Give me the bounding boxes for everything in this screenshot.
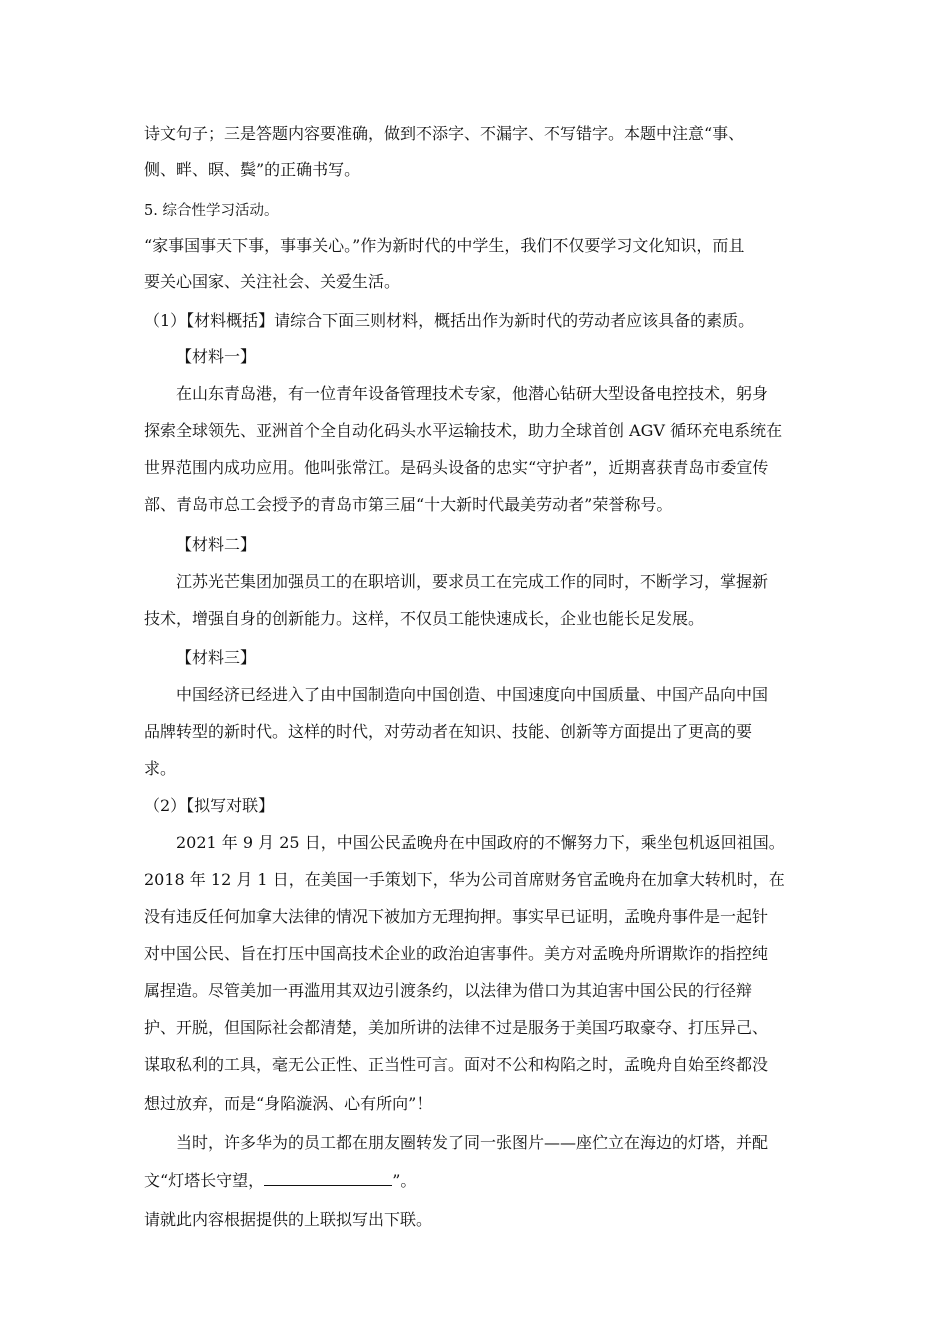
task-line: 请就此内容根据提供的上联拟写出下联。 <box>144 1210 433 1229</box>
text-after-blank: ”。 <box>392 1171 417 1190</box>
text-line: 世界范围内成功应用。他叫张常江。是码头设备的忠实“守护者”，近期喜获青岛市委宣传 <box>144 458 769 477</box>
text-line: 求。 <box>144 759 177 778</box>
text-line: 江苏光芒集团加强员工的在职培训，要求员工在完成工作的同时，不断学习，掌握新 <box>176 572 769 591</box>
part-title: （1）【材料概括】请综合下面三则材料，概括出作为新时代的劳动者应该具备的素质。 <box>144 311 755 330</box>
text-line: “家事国事天下事，事事关心。”作为新时代的中学生，我们不仅要学习文化知识，而且 <box>144 236 745 255</box>
text-line: 部、青岛市总工会授予的青岛市第三届“十大新时代最美劳动者”荣誉称号。 <box>144 495 673 514</box>
text-line: 在山东青岛港，有一位青年设备管理技术专家，他潜心钻研大型设备电控技术，躬身 <box>176 384 769 403</box>
text-line: 技术，增强自身的创新能力。这样，不仅员工能快速成长，企业也能长足发展。 <box>144 609 705 628</box>
text-line: 护、开脱，但国际社会都清楚，美加所讲的法律不过是服务于美国巧取豪夺、打压异己、 <box>144 1018 769 1037</box>
text-line: 对中国公民、旨在打压中国高技术企业的政治迫害事件。美方对孟晚舟所谓欺诈的指控纯 <box>144 944 769 963</box>
text-before-blank: 文“灯塔长守望， <box>144 1171 265 1190</box>
text-line: 2018 年 12 月 1 日，在美国一手策划下，华为公司首席财务官孟晚舟在加拿大转机时，在 <box>144 870 785 889</box>
question-heading: 5. 综合性学习活动。 <box>144 203 279 219</box>
text-line: 品牌转型的新时代。这样的时代，对劳动者在知识、技能、创新等方面提出了更高的要 <box>144 722 753 741</box>
text-line: 探索全球领先、亚洲首个全自动化码头水平运输技术，助力全球首创 AGV 循环充电系统在 <box>144 421 783 440</box>
text-line: 2021 年 9 月 25 日，中国公民孟晚舟在中国政府的不懈努力下，乘坐包机返回祖国。 <box>176 833 785 852</box>
text-line: 属捏造。尽管美加一再滥用其双边引渡条约，以法律为借口为其迫害中国公民的行径辩 <box>144 981 753 1000</box>
text-line: 没有违反任何加拿大法律的情况下被加方无理拘押。事实早已证明，孟晚舟事件是一起针 <box>144 907 769 926</box>
text-line: 当时，许多华为的员工都在朋友圈转发了同一张图片——座伫立在海边的灯塔，并配 <box>176 1133 769 1152</box>
text-line: 要关心国家、关注社会、关爱生活。 <box>144 272 401 291</box>
text-line: 想过放弃，而是“身陷漩涡、心有所向”！ <box>144 1094 433 1113</box>
text-line: 诗文句子；三是答题内容要准确，做到不添字、不漏字、不写错字。本题中注意“事、 <box>144 124 745 143</box>
text-line: 谋取私利的工具，毫无公正性、正当性可言。面对不公和构陷之时，孟晚舟自始至终都没 <box>144 1055 769 1074</box>
fill-blank-line <box>144 1171 824 1191</box>
material-title: 【材料二】 <box>176 535 257 554</box>
material-title: 【材料三】 <box>176 648 257 667</box>
text-line: 侧、畔、暝、鬓”的正确书写。 <box>144 160 361 179</box>
text-line: 中国经济已经进入了由中国制造向中国创造、中国速度向中国质量、中国产品向中国 <box>176 685 769 704</box>
answer-blank[interactable] <box>264 1171 392 1186</box>
part-title: （2）【拟写对联】 <box>144 796 275 815</box>
material-title: 【材料一】 <box>176 347 257 366</box>
